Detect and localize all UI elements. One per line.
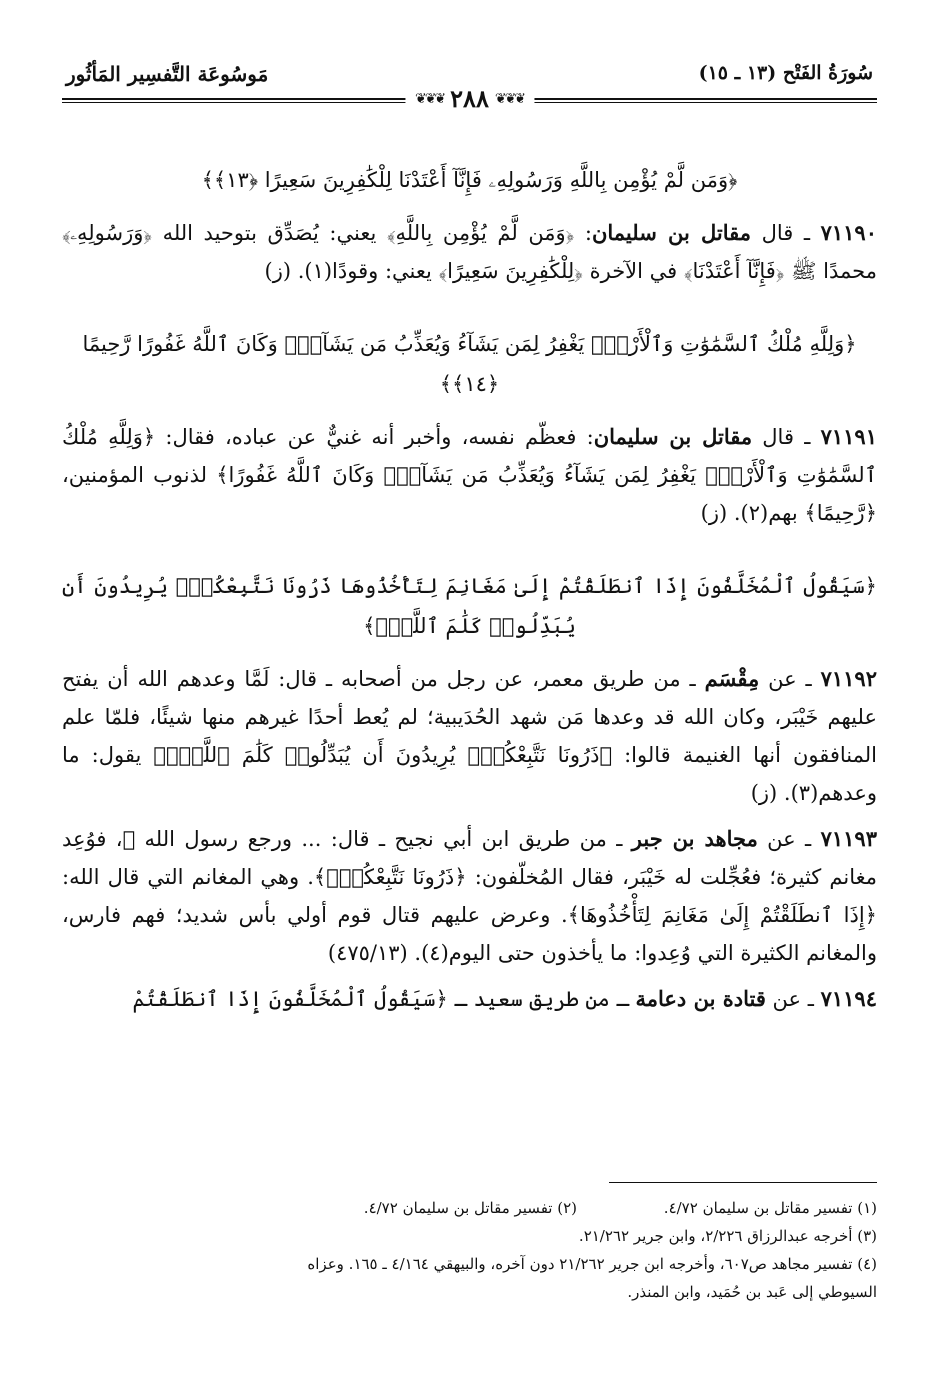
- entry-number: ٧١١٩٠: [820, 220, 877, 245]
- page-number: ٢٨٨: [450, 84, 489, 113]
- page-number-box: [405, 86, 534, 112]
- entry-text: يأخذون حتى اليوم(٤). (٤٧٥/١٣): [327, 941, 604, 965]
- narrator-name: مِقْسَم: [704, 666, 760, 691]
- footnotes: [62, 1194, 877, 1306]
- footnote-1: (١) تفسير مقاتل بن سليمان ٤/٧٢.: [663, 1199, 877, 1217]
- book-title: مَوسُوعَة التَّفسِير المَأثُور: [66, 62, 269, 86]
- ornament-left-icon: ❦❦❦: [414, 91, 445, 107]
- entry-text: لذنوب المؤمنين، ﴿رَّحِيمًا﴾ بهم(٢). (ز): [62, 463, 877, 525]
- entry-text: ـ من طريق معمر، عن رجل من أصحابه ـ قال: لَمَّا وعدهم الله: [137, 667, 705, 691]
- entry-text: ـ من طريق ابن أبي نجيح ـ قال: ... ورجع: [247, 827, 632, 851]
- narrator-name: قتادة بن دعامة: [635, 986, 766, 1011]
- narrator-name: مقاتل بن سليمان: [593, 424, 753, 449]
- footnote-3: (٣) أخرجه عبدالرزاق ٢/٢٢٦، وابن جرير ٢١/٢٦٢.: [578, 1227, 877, 1245]
- footnote-divider: [609, 1182, 877, 1183]
- entry-text: : ﴿وَمَن لَّمْ يُؤْمِن بِاللَّهِ﴾ يعني: يُصَدِّق بتوحيد الله: [162, 221, 592, 245]
- entry-text: منها شيئًا، فلمّا علم المنافقون أنها الغنيمة قالوا: ﴿ذَرُونَا نَتَّبِعْكُمْۖ يُرِيدُونَ أَن يُبَدِّلُوا۟: [62, 705, 877, 767]
- entry-text: ـ قال: [752, 425, 811, 449]
- surah-title: سُورَةُ الفَتْح (١٣ ـ ١٥): [698, 62, 873, 84]
- entry-text: عليهم قتال قوم أولي بأس شديد؛ فهم فارس، والمغانم الكثيرة التي وُعِدوا: ما: [62, 903, 877, 965]
- entry-7191: [62, 418, 877, 532]
- narrator-name: مجاهد بن جبر: [631, 826, 758, 851]
- quran-verse-14: ﴿وَلِلَّهِ مُلْكُ ٱلسَّمَٰوَٰتِ وَٱلْأَرْضِۚ يَغْفِرُ لِمَن يَشَآءُ وَيُعَذِّبُ مَن يَشَآءُۚ وَكَانَ ٱللَّهُ غَفُورًا رَّحِيمًا ﴿١٤﴾﴾: [82, 332, 857, 396]
- entry-number: ٧١١٩٤: [820, 986, 877, 1011]
- entry-text: ﴿وَرَسُولِهِۦ﴾ محمدًا ﷺ ﴿فَإِنَّآ أَعْتَدْنَا﴾ في الآخرة ﴿لِلْكَٰفِرِينَ سَعِيرًا﴾ يعني: وقودًا(١). (ز): [62, 221, 877, 283]
- footnote-4-line-1: (٤) تفسير مجاهد ص٦٠٧، وأخرجه ابن جرير ٢١/٢٦٢ دون آخره، والبيهقي ٤/١٦٤ ـ ١٦٥. وعزاه: [307, 1255, 877, 1273]
- entry-text: أن يفتح عليهم خَيْبَر، وكان الله قد وعدها مَن شهد الحُدَيبية؛ لم يُعط أحدًا غيرهم: [62, 667, 877, 729]
- entry-number: ٧١١٩١: [820, 424, 877, 449]
- entry-text: ﴿وَلِلَّهِ مُلْكُ ٱلسَّمَٰوَٰتِ وَٱلْأَرْضِۚ يَغْفِرُ لِمَن يَشَآءُ وَيُعَذِّبُ مَن يَشَآءُۚ وَكَانَ ٱللَّهُ غَفُورًا﴾: [62, 425, 877, 487]
- entry-7192: [62, 660, 877, 812]
- footnote-4-line-2: السيوطي إلى عَبد بن حُمَيد، وابن المنذر.: [627, 1283, 877, 1301]
- quran-verse-13: ﴿وَمَن لَّمْ يُؤْمِن بِاللَّهِ وَرَسُولِهِۦ فَإِنَّآ أَعْتَدْنَا لِلْكَٰفِرِينَ سَعِيرًا ﴿١٣﴾﴾: [201, 168, 738, 192]
- entry-7193: [62, 820, 877, 972]
- entry-text: ـ من طريق سعيد ـ ﴿سَيَقُولُ ٱلْمُخَلَّفُونَ إِذَا ٱنطَلَقْتُمْ: [132, 987, 636, 1011]
- entry-number: ٧١١٩٣: [820, 826, 877, 851]
- entry-7190: [62, 214, 877, 290]
- running-header: [62, 62, 877, 113]
- entry-text: : فعظّم نفسه، وأخبر أنه غنيٌّ عن عباده، فقال:: [165, 425, 594, 449]
- footnote-2: (٢) تفسير مقاتل بن سليمان ٤/٧٢.: [363, 1199, 577, 1217]
- entry-text: نَتَّبِعْكُمْۖ﴾. وهي المغانم التي قال الله: ﴿إِذَا ٱنطَلَقْتُمْ إِلَىٰ مَغَانِمَ لِتَأْخُذُوهَا﴾. وعرض: [62, 865, 877, 927]
- main-content: [62, 160, 877, 1018]
- narrator-name: مقاتل بن سليمان: [591, 220, 752, 245]
- entry-text: كَلَٰمَ ٱللَّهِۚ﴾ يقول: ما وعدهم(٣). (ز): [62, 743, 877, 805]
- entry-text: ـ قال: [751, 221, 811, 245]
- ornament-right-icon: ❦❦❦: [494, 91, 525, 107]
- entry-text: ـ عن: [765, 987, 814, 1011]
- entry-text: ـ عن: [757, 827, 812, 851]
- entry-7194: [62, 980, 877, 1018]
- quran-verse-15: ﴿سَيَقُولُ ٱلْمُخَلَّفُونَ إِذَا ٱنطَلَقْتُمْ إِلَىٰ مَغَانِمَ لِتَأْخُذُوهَا ذَرُونَا نَتَّبِعْكُمْۖ يُرِيدُونَ أَن يُبَدِّلُوا۟ كَلَٰمَ ٱللَّهِۚ﴾: [62, 574, 877, 638]
- entry-text: رسول الله ﷺ، فوُعِد مغانم كثيرة؛ فعُجِّلت له خَيْبَر، فقال المُخلّفون: ﴿ذَرُونَا: [62, 827, 877, 889]
- entry-number: ٧١١٩٢: [820, 666, 877, 691]
- entry-text: ـ عن: [759, 667, 812, 691]
- footnote-row: [62, 1194, 877, 1222]
